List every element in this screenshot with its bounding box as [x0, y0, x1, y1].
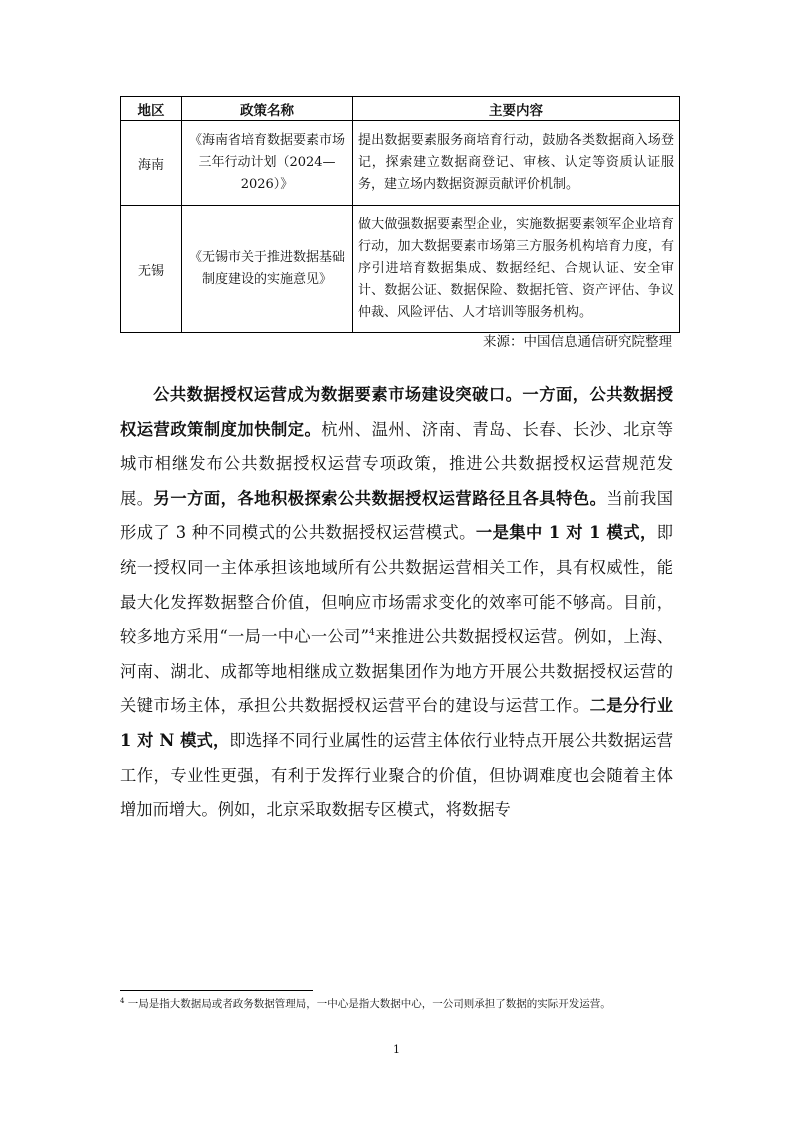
footnote-text: 一局是指大数据局或者政务数据管理局，一中心是指大数据中心，一公司则承担了数据的实际开发运营。: [124, 998, 611, 1010]
footnote-divider: [120, 990, 313, 991]
text-segment-2: 当前我国形成了 3 种不同模式的公共数据授权运营模式。: [120, 488, 673, 543]
text-segment-3: 即统一授权同一主体承担该地域所有公共数据运营相关工作，具有权威性，能最大化发挥数据整合价值，但响应市场需求变化的效率可能不够高。目前，较多地方采用“一局一中心一公司”: [120, 523, 673, 647]
text-segment-4: 来推进公共数据授权运营。例如，上海、河南、湖北、成都等地相继成立数据集团作为地方开展公共数据授权运营的关键市场主体，承担公共数据授权运营平台的建设与运营工作。: [120, 627, 673, 716]
cell-main-content: 提出数据要素服务商培育行动，鼓励各类数据商入场登记，探索建立数据商登记、审核、认定等资质认证服务，建立场内数据资源贡献评价机制。: [353, 121, 680, 206]
header-policy-name: 政策名称: [182, 97, 353, 121]
table-source-note: 来源：中国信息通信研究院整理: [483, 334, 672, 350]
header-region: 地区: [121, 97, 182, 121]
cell-region: 无锡: [121, 206, 182, 333]
table-row: [121, 206, 680, 333]
cell-policy-name: 《无锡市关于推进数据基础制度建设的实施意见》: [182, 206, 353, 333]
table-header-row: [121, 97, 680, 121]
header-main-content: 主要内容: [353, 97, 680, 121]
footnote-ref[interactable]: 4: [368, 628, 375, 639]
bold-lead-2: 一方面，公共数据授权运营政策制度加快制定。: [120, 385, 673, 439]
cell-region: 海南: [121, 121, 182, 206]
footnote: [120, 996, 675, 1012]
policy-table: [120, 96, 680, 333]
cell-policy-name: 《海南省培育数据要素市场三年行动计划（2024—2026）》: [182, 121, 353, 206]
body-paragraph: [120, 378, 673, 828]
page-number: 1: [393, 1043, 400, 1056]
bold-lead-3: 另一方面，各地积极探索公共数据授权运营路径且各具特色。: [153, 488, 607, 508]
cell-main-content: 做大做强数据要素型企业，实施数据要素领军企业培育行动，加大数据要素市场第三方服务机构培育力度，有序引进培育数据集成、数据经纪、合规认证、安全审计、数据公证、数据保险、数据托管、资产评估、争议仲裁、风险评估、人才培训等服务机构。: [353, 206, 680, 333]
bold-lead-4: 一是集中 1 对 1 模式，: [475, 523, 657, 543]
footnote-number: 4: [120, 997, 125, 1005]
text-segment-5: 即选择不同行业属性的运营主体依行业特点开展公共数据运营工作，专业性更强，有利于发挥行业聚合的价值，但协调难度也会随着主体增加而增大。例如，北京采取数据专区模式，将数据专: [120, 730, 673, 820]
table-row: [121, 121, 680, 206]
bold-lead-5: 二是分行业 1 对 N 模式，: [120, 696, 673, 750]
text-segment-1: 杭州、温州、济南、青岛、长春、长沙、北京等城市相继发布公共数据授权运营专项政策，推进公共数据授权运营规范发展。: [120, 419, 673, 508]
bold-lead-1: 公共数据授权运营成为数据要素市场建设突破口。: [152, 385, 523, 404]
